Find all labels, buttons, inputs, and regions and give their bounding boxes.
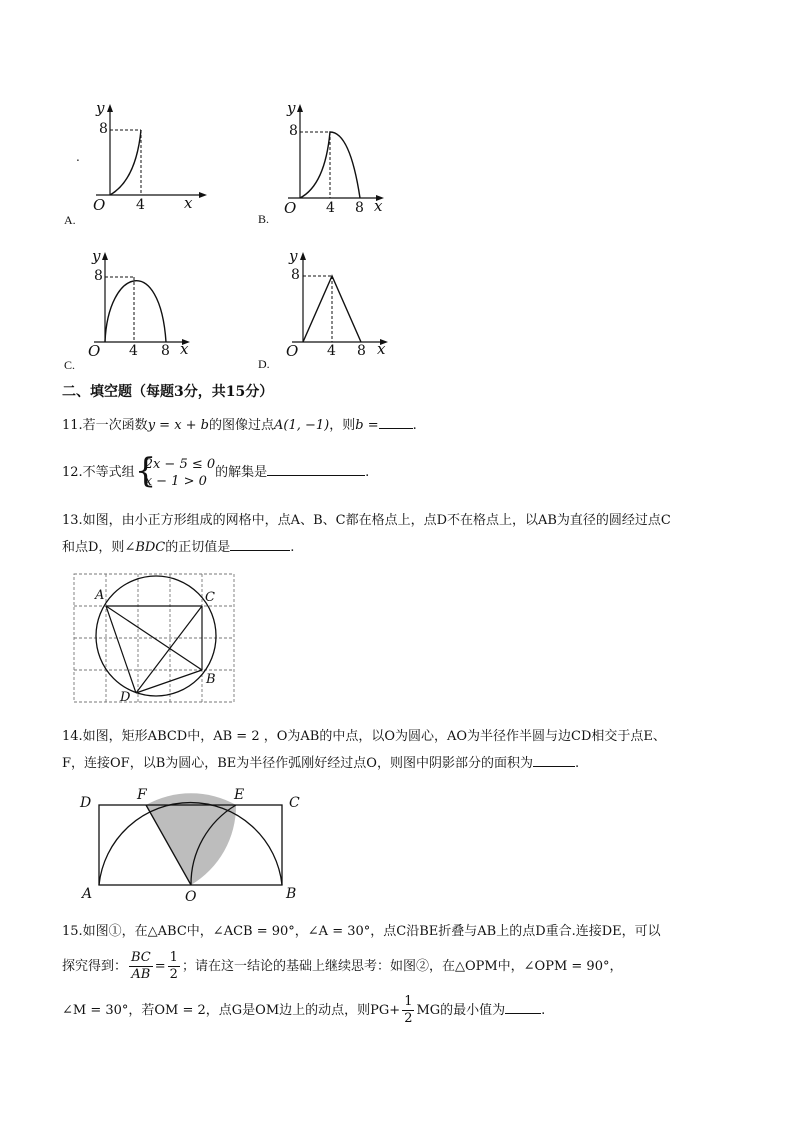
q13-label-b: B: [206, 672, 216, 687]
graph-c-tick-8x: 8: [161, 343, 170, 359]
q14-line2: F，连接OF，以B为圆心，BE为半径作弧刚好经过点O，则图中阴影部分的面积为: [62, 756, 533, 771]
graph-c-tick-4: 4: [129, 343, 138, 359]
q15-frac3-num: 1: [404, 994, 413, 1009]
graph-a-tick-8: 8: [99, 121, 108, 137]
q11-var: b =: [355, 418, 379, 433]
q11-end: .: [412, 418, 417, 433]
q15-frac1-den: AB: [131, 967, 151, 982]
graph-a-tick-4: 4: [136, 197, 145, 213]
question-11: [62, 414, 417, 436]
graph-a-x-label: x: [184, 194, 193, 212]
q14-rectangle-semicircle-figure: [78, 785, 308, 903]
graph-b-origin: O: [284, 199, 297, 217]
q11-mid: 的图像过点: [209, 418, 275, 433]
graph-d-origin: O: [286, 342, 299, 360]
q15-eq: =: [154, 959, 166, 974]
graph-c-tick-8: 8: [94, 268, 103, 284]
q14-label-o: O: [185, 889, 197, 905]
graph-d-y-label: y: [289, 247, 298, 265]
q12-inequality-system: [134, 450, 216, 491]
option-a-label: A.: [64, 213, 76, 227]
q15-line2a: 探究得到：: [62, 959, 128, 974]
q12-prefix: 12.不等式组: [62, 465, 135, 480]
q13-label-c: C: [205, 590, 215, 605]
question-15-line3: [62, 992, 545, 1030]
question-14-line1: 14.如图，矩形ABCD中，AB = 2 ，O为AB的中点，以O为圆心，AO为半径作半圆与边CD相交于点E、: [62, 729, 666, 744]
graph-c-x-label: x: [180, 340, 189, 358]
graph-a-y-label: y: [96, 99, 105, 117]
q15-frac2-den: 2: [169, 967, 178, 982]
q14-answer-blank[interactable]: [533, 752, 575, 767]
graph-b-tick-8: 8: [289, 123, 298, 139]
q12-row2: x − 1 > 0: [144, 473, 207, 489]
section-title: 二、填空题（每题3分，共15分）: [62, 384, 274, 400]
q15-end: .: [541, 1003, 546, 1018]
question-13-line2: [62, 536, 294, 558]
graph-b-y-label: y: [287, 99, 296, 117]
q12-end: .: [365, 465, 370, 480]
q15-frac1-num: BC: [131, 950, 151, 965]
q12-answer-blank[interactable]: [267, 461, 365, 476]
option-b-label: B.: [258, 212, 270, 226]
q15-fraction-half-mg: [402, 994, 414, 1027]
stray-dot: .: [76, 150, 80, 164]
q11-answer-blank[interactable]: [379, 414, 413, 429]
q15-line2b: ；请在这一结论的基础上继续思考：如图②，在△OPM中，∠OPM = 90°，: [181, 959, 623, 974]
q11-func: y = x + b: [147, 418, 209, 433]
q13-line2b: 的正切值是: [165, 540, 231, 555]
graph-d-tick-4: 4: [327, 343, 336, 359]
question-13-line1: 13.如图，由小正方形组成的网格中，点A、B、C都在格点上，点D不在格点上，以AB为直径的圆经过点C: [62, 513, 671, 528]
graph-a-origin: O: [93, 196, 106, 214]
q13-label-d: D: [120, 690, 131, 705]
question-14-line2: [62, 752, 579, 774]
q12-tail: 的解集是: [215, 465, 268, 480]
q12-brace: {: [134, 450, 157, 491]
graph-d-tick-8x: 8: [357, 343, 366, 359]
q15-answer-blank[interactable]: [505, 999, 541, 1014]
q13-line2a: 和点D，则: [62, 540, 125, 555]
option-d-label: D.: [258, 357, 270, 371]
q14-label-f: F: [137, 787, 147, 803]
q15-line3a: ∠M = 30°，若OM = 2，点G是OM边上的动点，则PG+: [62, 1003, 401, 1018]
q13-answer-blank[interactable]: [230, 536, 290, 551]
q11-tail: ，则: [329, 418, 356, 433]
graph-d-tick-8: 8: [291, 267, 300, 283]
graph-b-tick-8x: 8: [355, 200, 364, 216]
q14-label-c: C: [289, 795, 300, 811]
q15-fraction-half: [168, 950, 180, 983]
graph-b-tick-4: 4: [326, 200, 335, 216]
question-12: [62, 450, 370, 493]
q15-frac3-den: 2: [404, 1011, 413, 1026]
graph-b-x-label: x: [374, 197, 383, 215]
q15-fraction-bc-ab: [129, 950, 153, 983]
q14-label-a: A: [82, 886, 93, 902]
q11-prefix: 11.若一次函数: [62, 418, 148, 433]
q15-frac2-num: 1: [169, 950, 178, 965]
q15-line3b: MG的最小值为: [416, 1003, 506, 1018]
q12-row1: 2x − 5 ≤ 0: [144, 456, 216, 472]
graph-c-origin: O: [88, 342, 101, 360]
q13-label-a: A: [95, 588, 105, 603]
q13-end: .: [290, 540, 295, 555]
q14-label-d: D: [80, 795, 92, 811]
q14-label-e: E: [234, 787, 245, 803]
question-15-line2: [62, 948, 622, 986]
q13-angle: ∠BDC: [124, 540, 166, 555]
q14-label-b: B: [286, 886, 297, 902]
question-15-line1: 15.如图①，在△ABC中，∠ACB = 90°，∠A = 30°，点C沿BE折叠与AB上的点D重合.连接DE，可以: [62, 924, 661, 939]
option-c-label: C.: [64, 358, 76, 372]
graph-c-y-label: y: [92, 247, 101, 265]
q11-point: A(1, −1): [274, 418, 330, 433]
graph-d-x-label: x: [377, 340, 386, 358]
q14-end: .: [574, 756, 580, 771]
